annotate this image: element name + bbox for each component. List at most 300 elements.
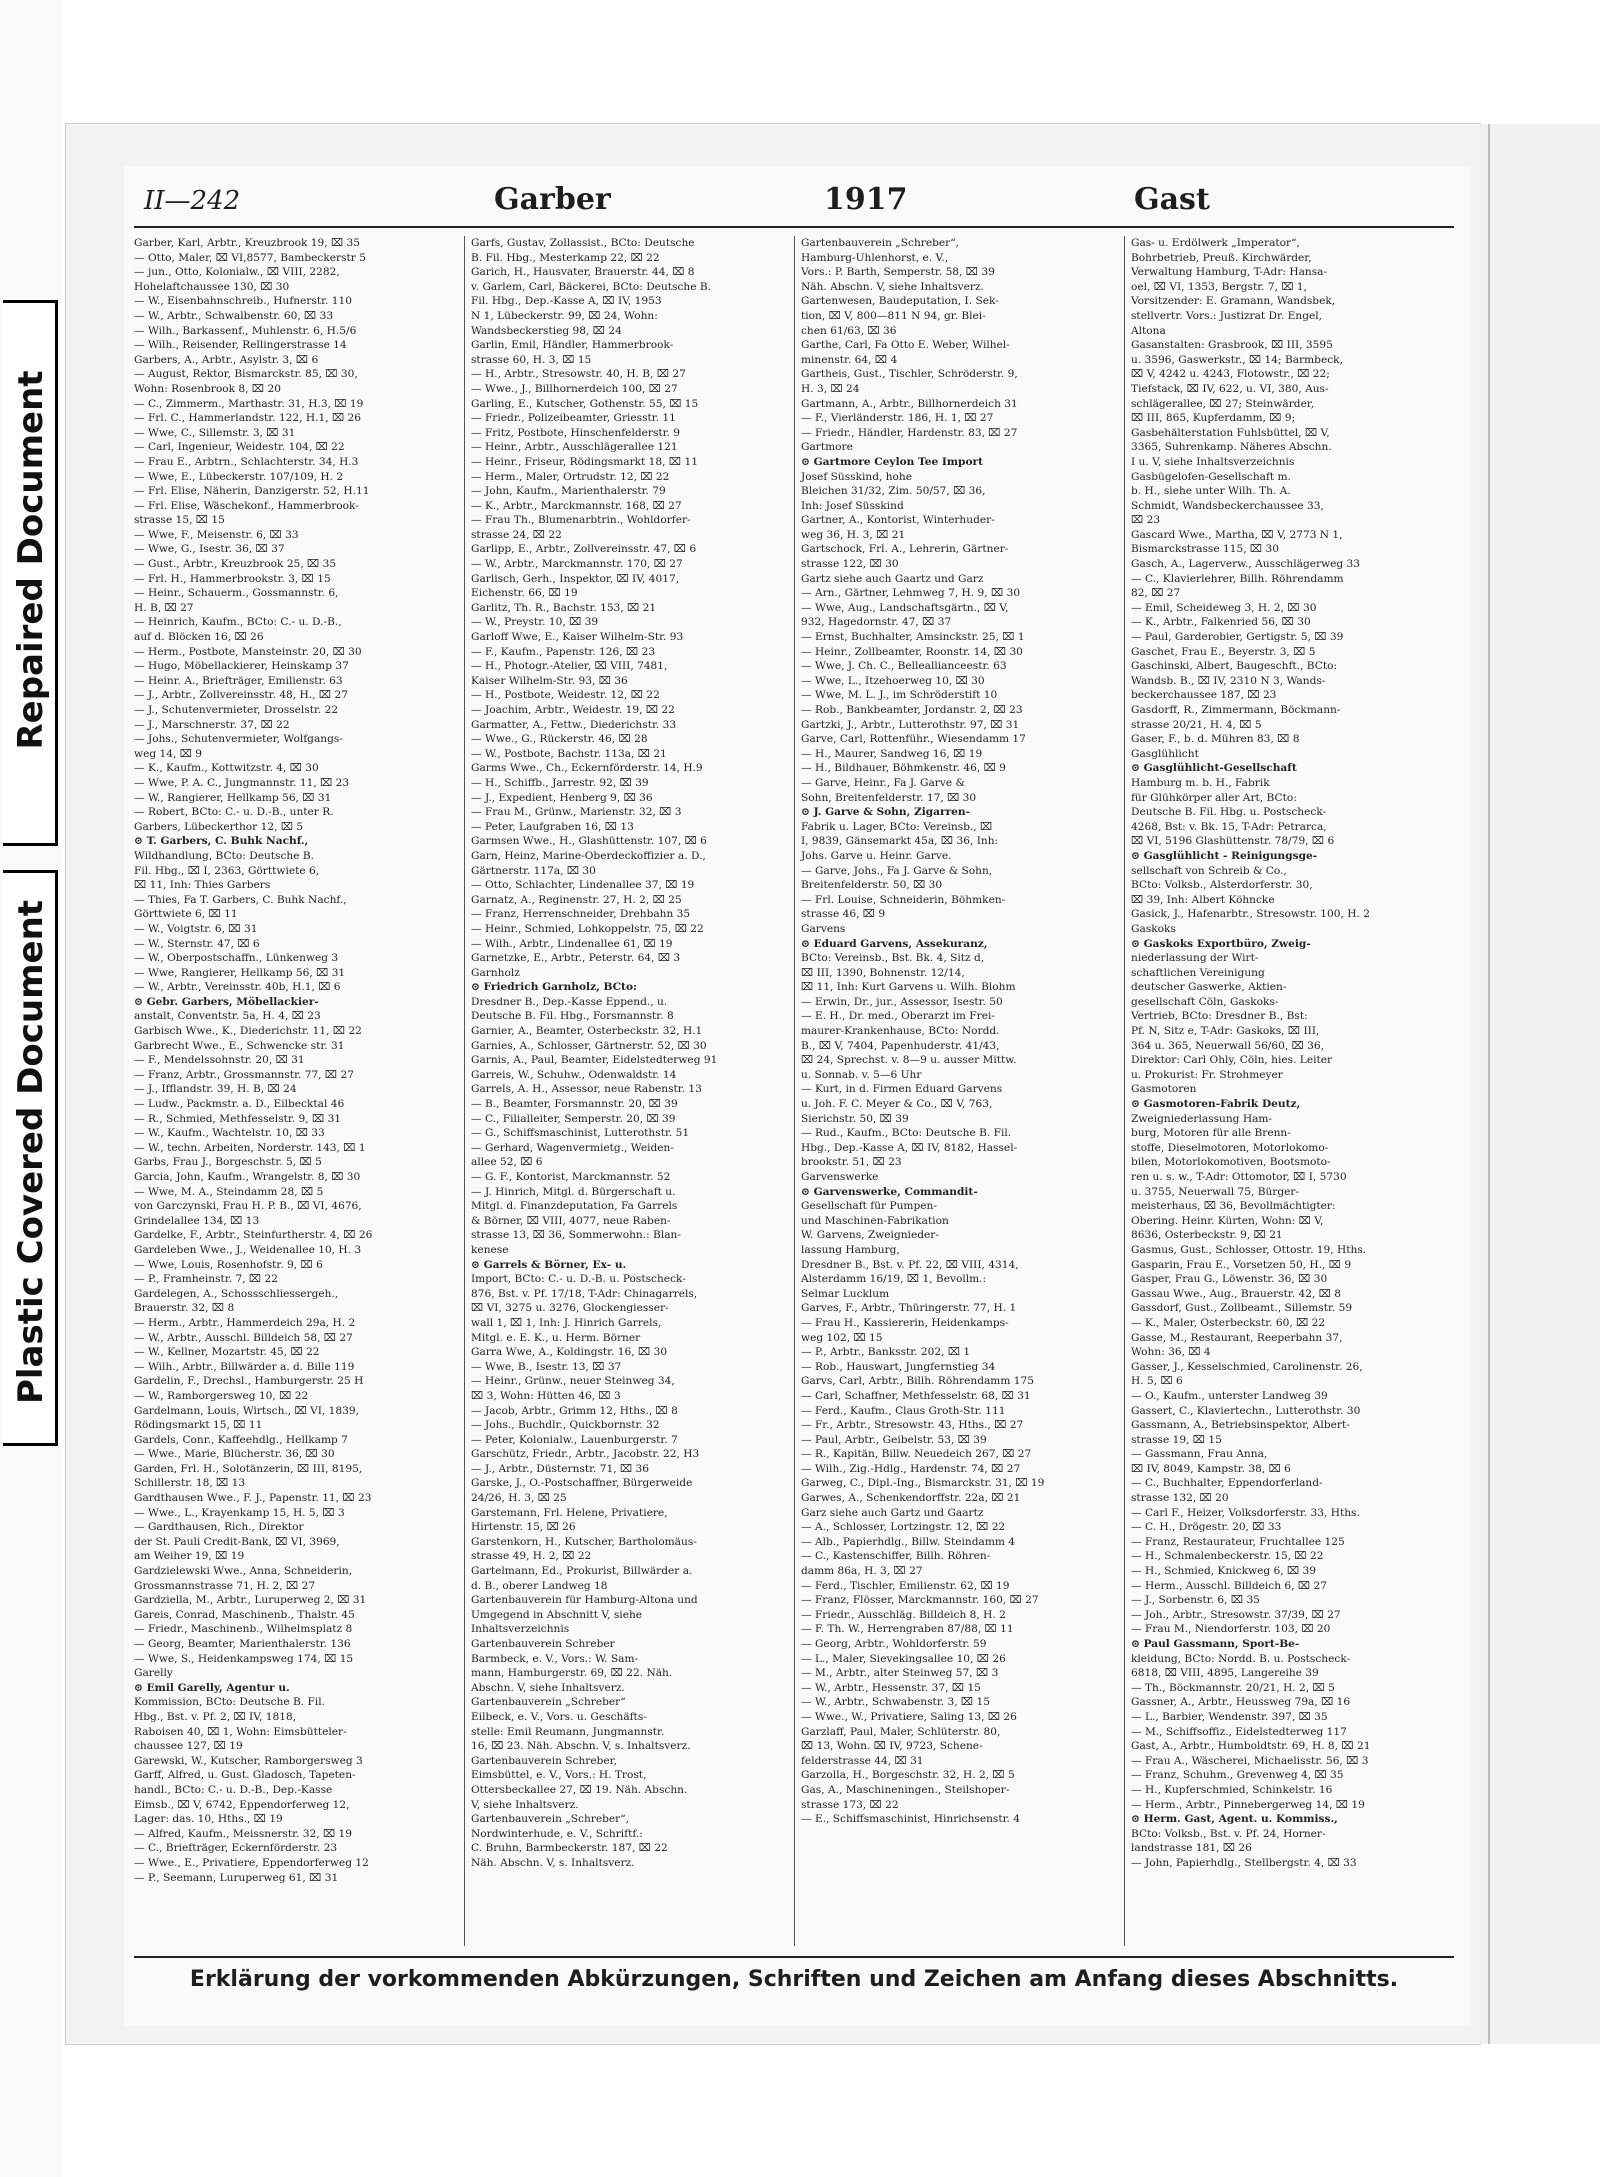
directory-line: — Ferd., Tischler, Emilienstr. 62, ⌧ 19 [801, 1579, 1010, 1592]
directory-line: Garms Wwe., Ch., Eckernförderstr. 14, H.9 [471, 762, 703, 775]
directory-line: Gast, A., Arbtr., Humboldtstr. 69, H. 8, ⌧ 21 [1131, 1740, 1371, 1753]
directory-line: — W., Voigtstr. 6, ⌧ 31 [134, 922, 258, 935]
directory-line: Gartenbauverein „Schreber“, [471, 1813, 630, 1826]
directory-line: Garthe, Carl, Fa Otto E. Weber, Wilhel- [801, 339, 1010, 352]
directory-line: ⊙ Gasglühlicht - Reinigungsge- [1131, 849, 1318, 862]
directory-line: ⌧ VI, 5196 Glashüttenstr. 78/79, ⌧ 6 [1131, 835, 1335, 848]
directory-line: d. B., oberer Landweg 18 [471, 1579, 608, 1592]
directory-line: — Wwe, Aug., Landschaftsgärtn., ⌧ V, [801, 601, 1009, 614]
directory-line: Gasick, J., Hafenarbtr., Stresowstr. 100, H. 2 [1131, 908, 1370, 921]
directory-line: Gassner, A., Arbtr., Heussweg 79a, ⌧ 16 [1131, 1696, 1351, 1709]
directory-line: — Fritz, Postbote, Hinschenfelderstr. 9 [471, 426, 681, 439]
abbreviations-footer: Erklärung der vorkommenden Abkürzungen, Schriften und Zeichen am Anfang dieses Abschnitts. [134, 1956, 1454, 2002]
directory-line: — E., Schiffsmaschinist, Hinrichsenstr. 4 [801, 1813, 1020, 1826]
directory-line: — G., Schiffsmaschinist, Lutterothstr. 51 [471, 1127, 690, 1140]
directory-line: von Garczynski, Frau H. P. B., ⌧ VI, 4676, [134, 1200, 362, 1213]
directory-line: wall 1, ⌧ 1, Inh: J. Hinrich Garrels, [471, 1316, 662, 1329]
directory-line: Gartmore [801, 441, 853, 454]
directory-line: ⊙ Gaskoks Exportbüro, Zweig- [1131, 937, 1311, 950]
directory-line: — Wwe, L., Itzehoerweg 10, ⌧ 30 [801, 674, 985, 687]
directory-line: Gartenbauverein Schreber, [471, 1754, 617, 1767]
directory-line: I, 9839, Gänsemarkt 45a, ⌧ 36, Inh: [801, 835, 999, 848]
directory-line: — J., Marschnerstr. 37, ⌧ 22 [134, 718, 290, 731]
directory-line: Garwes, A., Schenkendorffstr. 22a, ⌧ 21 [801, 1492, 1021, 1505]
directory-line: Garfs, Gustav, Zollassist., BCto: Deutsche [471, 237, 695, 249]
directory-line: Mitgl. e. E. K., u. Herm. Börner [471, 1331, 641, 1344]
directory-line: Gassmann, A., Betriebsinspektor, Albert- [1131, 1419, 1350, 1432]
directory-line: Import, BCto: C.- u. D.-B. u. Postscheck- [471, 1273, 686, 1286]
directory-line: — F., Vierländerstr. 186, H. 1, ⌧ 27 [801, 412, 994, 425]
directory-line: — Franz, Arbtr., Grossmannstr. 77, ⌧ 27 [134, 1068, 354, 1081]
directory-line: — Ludw., Packmstr. a. D., Eilbecktal 46 [134, 1098, 345, 1111]
directory-line: — C., Zimmerm., Marthastr. 31, H.3, ⌧ 19 [134, 397, 364, 410]
directory-line: — F. Th. W., Herrengraben 87/88, ⌧ 11 [801, 1623, 1014, 1636]
repaired-document-label: Repaired Document [11, 370, 51, 750]
directory-line: Garnatz, A., Reginenstr. 27, H. 2, ⌧ 25 [471, 893, 682, 906]
directory-line: V, siehe Inhaltsverz. [471, 1798, 579, 1811]
directory-line: — B., Beamter, Forsmannstr. 20, ⌧ 39 [471, 1098, 678, 1111]
directory-line: ⊙ Friedrich Garnholz, BCto: [471, 981, 637, 994]
directory-line: — Ferd., Kaufm., Claus Groth-Str. 111 [801, 1404, 1006, 1417]
directory-line: — Herm., Postbote, Mansteinstr. 20, ⌧ 30 [134, 645, 362, 658]
directory-line: u. Sonnab. v. 5—6 Uhr [801, 1068, 922, 1081]
directory-line: Garden, Frl. H., Solotänzerin, ⌧ III, 8195, [134, 1462, 363, 1475]
directory-line: W. Garvens, Zweignieder- [801, 1229, 939, 1242]
directory-line: burg, Motoren für alle Brenn- [1131, 1127, 1291, 1140]
directory-line: Garnetzke, E., Arbtr., Peterstr. 64, ⌧ 3 [471, 952, 681, 965]
directory-line: — Carl, Ingenieur, Weidestr. 104, ⌧ 22 [134, 441, 345, 454]
page-edge-line [1488, 124, 1490, 2044]
directory-line: — Franz, Herrenschneider, Drehbahn 35 [471, 908, 691, 921]
directory-line: Garlisch, Gerh., Inspektor, ⌧ IV, 4017, [471, 572, 680, 585]
directory-line: strasse 46, ⌧ 9 [801, 908, 886, 921]
directory-line: Direktor: Carl Ohly, Cöln, hies. Leiter [1131, 1054, 1333, 1067]
directory-line: — J. Hinrich, Mitgl. d. Bürgerschaft u. [471, 1185, 676, 1198]
directory-line: Gas- u. Erdölwerk „Imperator“, [1131, 237, 1300, 249]
directory-line: Garmatter, A., Fettw., Diederichstr. 33 [471, 718, 677, 731]
directory-line: damm 86a, H. 3, ⌧ 27 [801, 1565, 923, 1578]
directory-line: Gardels, Conr., Kaffeehdlg., Hellkamp 7 [134, 1433, 348, 1446]
directory-line: — C., Klavierlehrer, Billh. Röhrendamm [1131, 572, 1344, 585]
directory-line: — John, Kaufm., Marienthalerstr. 79 [471, 485, 666, 498]
directory-line: ⌧ V, 4242 u. 4243, Flotowstr., ⌧ 22; [1131, 368, 1330, 381]
directory-line: Gardeleben Wwe., J., Weidenallee 10, H. 3 [134, 1243, 362, 1256]
directory-line: — Carl, Schaffner, Methfesselstr. 68, ⌧ 31 [801, 1389, 1031, 1402]
directory-line: Josef Süsskind, hohe [801, 470, 913, 483]
directory-line: Grossmannstrasse 71, H. 2, ⌧ 27 [134, 1579, 316, 1592]
directory-line: 8636, Osterbeckstr. 9, ⌧ 21 [1131, 1229, 1283, 1242]
directory-line: Vertrieb, BCto: Dresdner B., Bst: [1131, 1010, 1308, 1023]
directory-line: 82, ⌧ 27 [1131, 587, 1181, 600]
directory-line: — Heinr., Schauerm., Gossmannstr. 6, [134, 587, 339, 600]
directory-line: — H., Arbtr., Stresowstr. 40, H. B, ⌧ 27 [471, 368, 686, 381]
directory-line: Gasanstalten: Grasbrook, ⌧ III, 3595 [1131, 339, 1333, 352]
directory-line: Abschn. V, siehe Inhaltsverz. [471, 1681, 625, 1694]
directory-line: — Heinr., Friseur, Rödingsmarkt 18, ⌧ 11 [471, 455, 698, 468]
directory-line: Gascard Wwe., Martha, ⌧ V, 2773 N 1, [1131, 528, 1343, 541]
directory-line: strasse 20/21, H. 4, ⌧ 5 [1131, 718, 1262, 731]
directory-line: — Frl. Louise, Schneiderin, Böhmken- [801, 893, 1006, 906]
directory-line: — W., Eisenbahnschreib., Hufnerstr. 110 [134, 295, 352, 308]
directory-line: — C., Briefträger, Eckernförderstr. 23 [134, 1842, 338, 1855]
directory-line: — Gerhard, Wagenvermietg., Weiden- [471, 1141, 674, 1154]
directory-line: Gartz siehe auch Gaartz und Garz [801, 572, 984, 585]
directory-line: — K., Arbtr., Marckmannstr. 168, ⌧ 27 [471, 499, 682, 512]
directory-line: ⌧ 23 [1131, 514, 1161, 527]
directory-line: — Friedr., Ausschläg. Billdeich 8, H. 2 [801, 1608, 1006, 1621]
directory-line: Garschütz, Friedr., Arbtr., Jacobstr. 22, H3 [471, 1448, 700, 1461]
directory-line: Näh. Abschn. V, s. Inhaltsverz. [471, 1856, 635, 1869]
directory-line: — Friedr., Polizeibeamter, Griesstr. 11 [471, 412, 676, 425]
directory-line: — John, Papierhdlg., Stellbergstr. 4, ⌧ 33 [1131, 1856, 1357, 1869]
directory-line: — Garve, Johs., Fa J. Garve & Sohn, [801, 864, 993, 877]
directory-line: Gaser, F., b. d. Mühren 83, ⌧ 8 [1131, 733, 1300, 746]
directory-line: Sohn, Breitenfelderstr. 17, ⌧ 30 [801, 791, 977, 804]
directory-line: — H., Schmied, Knickweg 6, ⌧ 39 [1131, 1565, 1317, 1578]
directory-line: Lager: das. 10, Hths., ⌧ 19 [134, 1813, 283, 1826]
directory-line: Obering. Heinr. Kürten, Wohn: ⌧ V, [1131, 1214, 1324, 1227]
directory-line: ⊙ T. Garbers, C. Buhk Nachf., [134, 835, 309, 848]
directory-line: — W., Oberpostschaffn., Lünkenweg 3 [134, 952, 339, 965]
directory-line: Gartheis, Gust., Tischler, Schröderstr. 9, [801, 368, 1018, 381]
directory-line: Gardelmann, Louis, Wirtsch., ⌧ VI, 1839, [134, 1404, 359, 1417]
directory-line: Gassdorf, Gust., Zollbeamt., Sillemstr. 59 [1131, 1302, 1353, 1315]
directory-line: Garzolla, H., Borgeschstr. 32, H. 2, ⌧ 5 [801, 1769, 1015, 1782]
directory-line: — Wwe, S., Heidenkampsweg 174, ⌧ 15 [134, 1652, 354, 1665]
directory-line: Vorsitzender: E. Gramann, Wandsbek, [1131, 295, 1336, 308]
directory-line: — Wwe, B., Isestr. 13, ⌧ 37 [471, 1360, 622, 1373]
directory-line: C. Bruhn, Barmbeckerstr. 187, ⌧ 22 [471, 1842, 668, 1855]
directory-line: ⊙ Gasglühlicht-Gesellschaft [1131, 762, 1297, 775]
directory-line: ⌧ 13, Wohn. ⌧ IV, 9723, Schene- [801, 1740, 983, 1753]
directory-line: strasse 122, ⌧ 30 [801, 558, 899, 571]
directory-line: Tiefstack, ⌧ IV, 622, u. VI, 380, Aus- [1131, 382, 1329, 395]
directory-line: Garich, H., Hausvater, Brauerstr. 44, ⌧ 8 [471, 266, 695, 279]
directory-line: Gasch, A., Lagerverw., Ausschlägerweg 33 [1131, 558, 1361, 571]
directory-line: Hirtenstr. 15, ⌧ 26 [471, 1521, 576, 1534]
directory-line: und Maschinen-Fabrikation [801, 1214, 949, 1227]
directory-line: — Paul, Garderobier, Gertigstr. 5, ⌧ 39 [1131, 631, 1344, 644]
directory-line: Alsterdamm 16/19, ⌧ 1, Bevollm.: [801, 1273, 987, 1286]
directory-line: Garstemann, Frl. Helene, Privatiere, [471, 1506, 668, 1519]
directory-line: Verwaltung Hamburg, T-Adr: Hansa- [1131, 266, 1328, 279]
directory-line: Deutsche B. Fil. Hbg., Forsmannstr. 8 [471, 1010, 674, 1023]
directory-line: ⌧ 11, Inh: Kurt Garvens u. Wilh. Blohm [801, 981, 1016, 994]
directory-line: — C. H., Drögestr. 20, ⌧ 33 [1131, 1521, 1282, 1534]
directory-line: Fil. Hbg., Dep.-Kasse A, ⌧ IV, 1953 [471, 295, 662, 308]
directory-line: — H., Schmalenbeckerstr. 15, ⌧ 22 [1131, 1550, 1324, 1563]
directory-line: Eimsbüttel, e. V., Vors.: H. Trost, [471, 1769, 647, 1782]
directory-line: — Wwe, C., Sillemstr. 3, ⌧ 31 [134, 426, 296, 439]
directory-line: Bismarckstrasse 115, ⌧ 30 [1131, 543, 1279, 556]
directory-line: — W., Arbtr., Ausschl. Billdeich 58, ⌧ 27 [134, 1331, 353, 1344]
directory-line: — Frl. Elise, Wäschekonf., Hammerbrook- [134, 499, 359, 512]
directory-line: chaussee 127, ⌧ 19 [134, 1740, 243, 1753]
directory-line: — J., Expedient, Henberg 9, ⌧ 36 [471, 791, 653, 804]
directory-line: — Gassmann, Frau Anna, [1131, 1448, 1268, 1461]
directory-line: Garrels, A. H., Assessor, neue Rabenstr. 13 [471, 1083, 702, 1096]
directory-line: — Frl. Elise, Näherin, Danzigerstr. 52, H.11 [134, 485, 370, 498]
directory-line: weg 14, ⌧ 9 [134, 747, 203, 760]
directory-line: — Emil, Scheideweg 3, H. 2, ⌧ 30 [1131, 601, 1317, 614]
directory-line: Raboisen 40, ⌧ 1, Wohn: Eimsbütteler- [134, 1725, 347, 1738]
directory-line: — Wwe., L., Krayenkamp 15, H. 5, ⌧ 3 [134, 1506, 345, 1519]
directory-line: Gärtnerstr. 117a, ⌧ 30 [471, 864, 596, 877]
directory-line: Garn, Heinz, Marine-Oberdeckoffizier a. D., [471, 849, 706, 862]
directory-line: Kaiser Wilhelm-Str. 93, ⌧ 36 [471, 674, 628, 687]
directory-line: — Peter, Laufgraben 16, ⌧ 13 [471, 820, 634, 833]
directory-line: — Heinr., Schmied, Lohkoppelstr. 75, ⌧ 22 [471, 922, 704, 935]
directory-line: H. 3, ⌧ 24 [801, 382, 860, 395]
directory-line: BCto: Volksb., Bst. v. Pf. 24, Horner- [1131, 1827, 1326, 1840]
directory-line: — Rob., Hauswart, Jungfernstieg 34 [801, 1360, 996, 1373]
directory-line: Gartenwesen, Baudeputation, I. Sek- [801, 295, 999, 308]
directory-line: Eichenstr. 66, ⌧ 19 [471, 587, 578, 600]
directory-line: Dresdner B., Bst. v. Pf. 22, ⌧ VIII, 4314, [801, 1258, 1019, 1271]
directory-line: — Fr., Arbtr., Stresowstr. 43, Hths., ⌧ 27 [801, 1419, 1024, 1432]
directory-line: — W., Kaufm., Wachtelstr. 10, ⌧ 33 [134, 1127, 325, 1140]
directory-line: — Wilh., Arbtr., Lindenallee 61, ⌧ 19 [471, 937, 673, 950]
directory-line: — Carl F., Heizer, Volksdorferstr. 33, Hths. [1131, 1506, 1360, 1519]
directory-line: — Paul, Arbtr., Geibelstr. 53, ⌧ 39 [801, 1433, 987, 1446]
directory-line: ⌧ IV, 8049, Kampstr. 38, ⌧ 6 [1131, 1462, 1291, 1475]
directory-line: ren u. s. w., T-Adr: Ottomotor, ⌧ I, 5730 [1131, 1171, 1347, 1183]
directory-line: — Heinr., Grünw., neuer Steinweg 34, [471, 1375, 675, 1388]
directory-line: 24/26, H. 3, ⌧ 25 [471, 1492, 567, 1505]
directory-line: Gas, A., Maschineningen., Steilshoper- [801, 1783, 1010, 1796]
directory-line: — M., Schiffsoffiz., Eidelstedterweg 117 [1131, 1725, 1347, 1738]
directory-line: Garcia, John, Kaufm., Wrangelstr. 8, ⌧ 30 [134, 1171, 361, 1183]
directory-line: B. Fil. Hbg., Mesterkamp 22, ⌧ 22 [471, 251, 660, 264]
directory-line: Ottersbeckallee 27, ⌧ 19. Näh. Abschn. [471, 1783, 688, 1796]
directory-line: u. 3755, Neuerwall 75, Bürger- [1131, 1185, 1300, 1198]
directory-line: Garbrecht Wwe., E., Schwencke str. 31 [134, 1039, 345, 1052]
directory-line: — August, Rektor, Bismarckstr. 85, ⌧ 30, [134, 368, 358, 381]
directory-line: Gartmann, A., Arbtr., Billhornerdeich 31 [801, 397, 1018, 410]
directory-line: Selmar Lucklum [801, 1287, 890, 1300]
directory-line: — K., Kaufm., Kottwitzstr. 4, ⌧ 30 [134, 762, 319, 775]
directory-line: Garreis, W., Schuhw., Odenwaldstr. 14 [471, 1068, 677, 1081]
directory-line: — Alfred, Kaufm., Meissnerstr. 32, ⌧ 19 [134, 1827, 353, 1840]
directory-line: — Frau E., Arbtrn., Schlachterstr. 34, H.3 [134, 455, 359, 468]
directory-line: Brauerstr. 32, ⌧ 8 [134, 1302, 235, 1315]
directory-line: — Otto, Schlachter, Lindenallee 37, ⌧ 19 [471, 879, 695, 892]
directory-line: Gassert, C., Klaviertechn., Lutterothstr. 30 [1131, 1404, 1361, 1417]
directory-line: strasse 173, ⌧ 22 [801, 1798, 899, 1811]
directory-line: ⌧ III, 865, Kupferdamm, ⌧ 9; [1131, 412, 1296, 425]
directory-line: — Wwe, E., Lübeckerstr. 107/109, H. 2 [134, 470, 344, 483]
directory-line: Barmbeck, e. V., Vors.: W. Sam- [471, 1652, 639, 1665]
directory-line: Gardzielewski Wwe., Anna, Schneiderin, [134, 1565, 353, 1578]
directory-line: strasse 15, ⌧ 15 [134, 514, 225, 527]
directory-line: Garelly [134, 1667, 173, 1680]
directory-line: b. H., siehe unter Wilh. Th. A. [1131, 485, 1291, 498]
directory-line: für Glühkörper aller Art, BCto: [1131, 791, 1297, 804]
directory-line: ⊙ Paul Gassmann, Sport-Be- [1131, 1638, 1300, 1650]
directory-line: — Wwe, Louis, Rosenhofstr. 9, ⌧ 6 [134, 1258, 323, 1271]
directory-line: — W., techn. Arbeiten, Norderstr. 143, ⌧ 1 [134, 1141, 366, 1154]
directory-line: 876, Bst. v. Pf. 17/18, T-Adr: Chinagarrels, [471, 1287, 698, 1300]
directory-line: Gaschinski, Albert, Baugeschft., BCto: [1131, 660, 1338, 673]
plastic-covered-document-label: Plastic Covered Document [11, 899, 51, 1405]
directory-line: Gartenbauverein „Schreber“ [471, 1696, 626, 1709]
directory-line: Garnies, A., Schlosser, Gärtnerstr. 52, ⌧ 30 [471, 1039, 707, 1052]
directory-line: Grindelallee 134, ⌧ 13 [134, 1214, 260, 1227]
directory-line: — H., Photogr.-Atelier, ⌧ VIII, 7481, [471, 660, 668, 673]
directory-line: Gasper, Frau G., Löwenstr. 36, ⌧ 30 [1131, 1273, 1328, 1286]
directory-line: Garling, E., Kutscher, Gothenstr. 55, ⌧ 15 [471, 397, 699, 410]
directory-line: stelle: Emil Reumann, Jungmannstr. [471, 1725, 665, 1738]
directory-line: — Friedr., Maschinenb., Wilhelmsplatz 8 [134, 1623, 353, 1636]
directory-line: weg 36, H. 3, ⌧ 21 [801, 528, 906, 541]
scanned-page [66, 124, 1480, 2044]
directory-line: — Gardthausen, Rich., Direktor [134, 1521, 304, 1534]
directory-line: kenese [471, 1243, 509, 1256]
directory-line: weg 102, ⌧ 15 [801, 1331, 883, 1344]
directory-line: ⌧ VI, 3275 u. 3276, Glockengiesser- [471, 1302, 669, 1315]
directory-line: Garbisch Wwe., K., Diederichstr. 11, ⌧ 22 [134, 1025, 362, 1038]
directory-line: — Joachim, Arbtr., Weidestr. 19, ⌧ 22 [471, 704, 675, 716]
directory-line: — Frl. C., Hammerlandstr. 122, H.1, ⌧ 26 [134, 412, 362, 425]
directory-line: — Frau M., Niendorferstr. 103, ⌧ 20 [1131, 1623, 1331, 1636]
directory-line: Garves, F., Arbtr., Thüringerstr. 77, H. 1 [801, 1302, 1017, 1315]
directory-line: brookstr. 51, ⌧ 23 [801, 1156, 902, 1169]
directory-line: handl., BCto: C.- u. D.-B., Dep.-Kasse [134, 1783, 333, 1796]
directory-line: — F., Mendelssohnstr. 20, ⌧ 31 [134, 1054, 305, 1067]
directory-line: Garloff Wwe, E., Kaiser Wilhelm-Str. 93 [471, 631, 684, 644]
directory-line: — K., Arbtr., Falkenried 56, ⌧ 30 [1131, 616, 1311, 629]
directory-line: Hamburg m. b. H., Fabrik [1131, 776, 1270, 789]
adjacent-page-edge [1480, 124, 1600, 2044]
directory-line: v. Garlem, Carl, Bäckerei, BCto: Deutsche B. [471, 280, 712, 293]
directory-line: Gasser, J., Kesselschmied, Carolinenstr. 26, [1131, 1360, 1363, 1373]
directory-line: Gardthausen Wwe., F. J., Papenstr. 11, ⌧ 23 [134, 1492, 372, 1505]
page-inner [124, 166, 1470, 2026]
directory-line: — W., Arbtr., Vereinsstr. 40b, H.1, ⌧ 6 [134, 981, 341, 994]
directory-line: Garewski, W., Kutscher, Ramborgersweg 3 [134, 1754, 363, 1767]
directory-line: 364 u. 365, Neuerwall 56/60, ⌧ 36, [1131, 1039, 1325, 1052]
directory-line: Garbers, A., Arbtr., Asylstr. 3, ⌧ 6 [134, 353, 319, 366]
directory-line: — Wwe, Rangierer, Hellkamp 56, ⌧ 31 [134, 966, 346, 979]
directory-line: — Wilh., Barkassenf., Muhlenstr. 6, H.5/6 [134, 324, 357, 337]
directory-line: Sierichstr. 50, ⌧ 39 [801, 1112, 909, 1125]
directory-line: Garnholz [471, 966, 520, 979]
directory-line: Wohn: 36, ⌧ 4 [1131, 1346, 1211, 1359]
directory-line: Garff, Alfred, u. Gust. Gladosch, Tapeten- [134, 1769, 356, 1782]
directory-line: — J., Schutenvermieter, Drosselstr. 22 [134, 704, 339, 716]
directory-line: — W., Arbtr., Hessenstr. 37, ⌧ 15 [801, 1681, 981, 1694]
directory-line: auf d. Blöcken 16, ⌧ 26 [134, 631, 264, 644]
directory-line: 6818, ⌧ VIII, 4895, Langereihe 39 [1131, 1667, 1319, 1680]
directory-line: — Herm., Maler, Ortrudstr. 12, ⌧ 22 [471, 470, 670, 483]
directory-line: — Heinr., Arbtr., Ausschlägerallee 121 [471, 441, 678, 454]
directory-line: — Johs., Schutenvermieter, Wolfgangs- [134, 733, 343, 746]
directory-line: schaftlichen Vereinigung [1131, 966, 1265, 979]
directory-line: — P., Arbtr., Banksstr. 202, ⌧ 1 [801, 1346, 971, 1359]
side-strip [0, 0, 62, 2177]
directory-line: — J., Ifflandstr. 39, H. B, ⌧ 24 [134, 1083, 297, 1096]
directory-line: Gareis, Conrad, Maschinenb., Thalstr. 45 [134, 1608, 355, 1621]
directory-line: Inhaltsverzeichnis [471, 1623, 570, 1636]
directory-line: anstalt, Conventstr. 5a, H. 4, ⌧ 23 [134, 1010, 321, 1023]
column-1 [134, 236, 452, 1946]
header-year: 1917 [824, 182, 908, 217]
directory-line: Garbers, Lübeckerthor 12, ⌧ 5 [134, 820, 304, 833]
directory-line: N 1, Lübeckerstr. 99, ⌧ 24, Wohn: [471, 309, 658, 322]
directory-line: Rödingsmarkt 15, ⌧ 11 [134, 1419, 263, 1432]
directory-line: — Erwin, Dr., jur., Assessor, Isestr. 50 [801, 995, 1003, 1008]
directory-line: Fil. Hbg., ⌧ I, 2363, Görttwiete 6, [134, 864, 320, 877]
directory-line: Garvens [801, 922, 846, 935]
directory-line: — R., Schmied, Methfesselstr. 9, ⌧ 31 [134, 1112, 342, 1125]
directory-line: — Friedr., Händler, Hardenstr. 83, ⌧ 27 [801, 426, 1018, 439]
header-title-right: Gast [1134, 182, 1210, 217]
directory-line: u. Prokurist: Fr. Strohmeyer [1131, 1068, 1283, 1081]
directory-line: Gardelin, F., Drechsl., Hamburgerstr. 25 H [134, 1375, 364, 1388]
directory-line: Vors.: P. Barth, Semperstr. 58, ⌧ 39 [801, 266, 995, 279]
directory-line: deutscher Gaswerke, Aktien- [1131, 981, 1287, 994]
directory-line: ⌧ 39, Inh: Albert Köhncke [1131, 893, 1275, 906]
directory-line: — W., Arbtr., Marckmannstr. 170, ⌧ 27 [471, 558, 683, 571]
directory-line: ⊙ Gartmore Ceylon Tee Import [801, 455, 983, 468]
directory-line: — W., Sternstr. 47, ⌧ 6 [134, 937, 260, 950]
directory-line: — Rud., Kaufm., BCto: Deutsche B. Fil. [801, 1127, 1012, 1140]
directory-line: ⊙ Emil Garelly, Agentur u. [134, 1681, 290, 1694]
directory-line: — Wwe, M. A., Steindamm 28, ⌧ 5 [134, 1185, 324, 1198]
directory-line: ⊙ Eduard Garvens, Assekuranz, [801, 937, 988, 950]
directory-line: Garbs, Frau J., Borgeschstr. 5, ⌧ 5 [134, 1156, 322, 1169]
directory-line: — Heinr. A., Briefträger, Emilienstr. 63 [134, 674, 343, 687]
directory-line: Gartenbauverein Schreber [471, 1638, 615, 1650]
directory-line: ⌧ 24, Sprechst. v. 8—9 u. ausser Mittw. [801, 1054, 1017, 1067]
directory-line: Gardelke, F., Arbtr., Steinfurtherstr. 4, ⌧ 26 [134, 1229, 373, 1242]
directory-line: — Wwe, M. L. J., im Schröderstift 10 [801, 689, 998, 702]
directory-line: maurer-Krankenhause, BCto: Nordd. [801, 1025, 1000, 1038]
directory-line: — F., Kaufm., Papenstr. 126, ⌧ 23 [471, 645, 656, 658]
directory-line: — K., Maler, Osterbeckstr. 60, ⌧ 22 [1131, 1316, 1326, 1329]
directory-line: — W., Arbtr., Schwalbenstr. 60, ⌧ 33 [134, 309, 334, 322]
directory-line: ⌧ 11, Inh: Thies Garbers [134, 879, 271, 892]
directory-line: Garlin, Emil, Händler, Hammerbrook- [471, 339, 674, 352]
directory-line: Garstenkorn, H., Kutscher, Bartholomäus- [471, 1535, 697, 1548]
directory-line: H. 5, ⌧ 6 [1131, 1375, 1183, 1388]
directory-line: — W., Postbote, Bachstr. 113a, ⌧ 21 [471, 747, 667, 760]
directory-line: Garve, Carl, Rottenführ., Wiesendamm 17 [801, 733, 1026, 746]
directory-line: Hamburg-Uhlenhorst, e. V., [801, 251, 949, 264]
directory-line: — Frau A., Wäscherei, Michaelisstr. 56, ⌧ 3 [1131, 1754, 1369, 1767]
directory-line: Bleichen 31/32, Zim. 50/57, ⌧ 36, [801, 485, 986, 498]
directory-line: I u. V, siehe Inhaltsverzeichnis [1131, 455, 1295, 468]
directory-line: Wandsb. B., ⌧ IV, 2310 N 3, Wands- [1131, 674, 1326, 687]
directory-line: Breitenfelderstr. 50, ⌧ 30 [801, 879, 943, 892]
directory-line: Gartenbauverein „Schreber“, [801, 237, 960, 249]
directory-line: Wohn: Rosenbrook 8, ⌧ 20 [134, 382, 281, 395]
directory-line: Gartzki, J., Arbtr., Lutterothstr. 97, ⌧ 31 [801, 718, 1020, 731]
directory-line: — Frau Th., Blumenarbtrin., Wohldorfer- [471, 514, 691, 527]
directory-line: — W., Ramborgersweg 10, ⌧ 22 [134, 1389, 309, 1402]
directory-line: — L., Maler, Sievekingsallee 10, ⌧ 26 [801, 1652, 1006, 1665]
directory-line: — Robert, BCto: C.- u. D.-B., unter R. [134, 806, 334, 819]
directory-line: Garnis, A., Paul, Beamter, Eidelstedterweg 91 [471, 1054, 718, 1067]
directory-line: — O., Kaufm., unterster Landweg 39 [1131, 1389, 1328, 1402]
directory-line: ⌧ III, 1390, Bohnenstr. 12/14, [801, 966, 965, 979]
directory-line: strasse 60, H. 3, ⌧ 15 [471, 353, 592, 366]
directory-line: stellvertr. Vors.: Justizrat Dr. Engel, [1131, 309, 1323, 322]
directory-line: — Otto, Maler, ⌧ VI,8577, Bambeckerstr 5 [134, 251, 366, 264]
directory-line: Eimsb., ⌧ V, 6742, Eppendorferweg 12, [134, 1798, 350, 1811]
directory-line: Görttwiete 6, ⌧ 11 [134, 908, 238, 921]
directory-line: Garra Wwe, A., Koldingstr. 16, ⌧ 30 [471, 1346, 668, 1359]
